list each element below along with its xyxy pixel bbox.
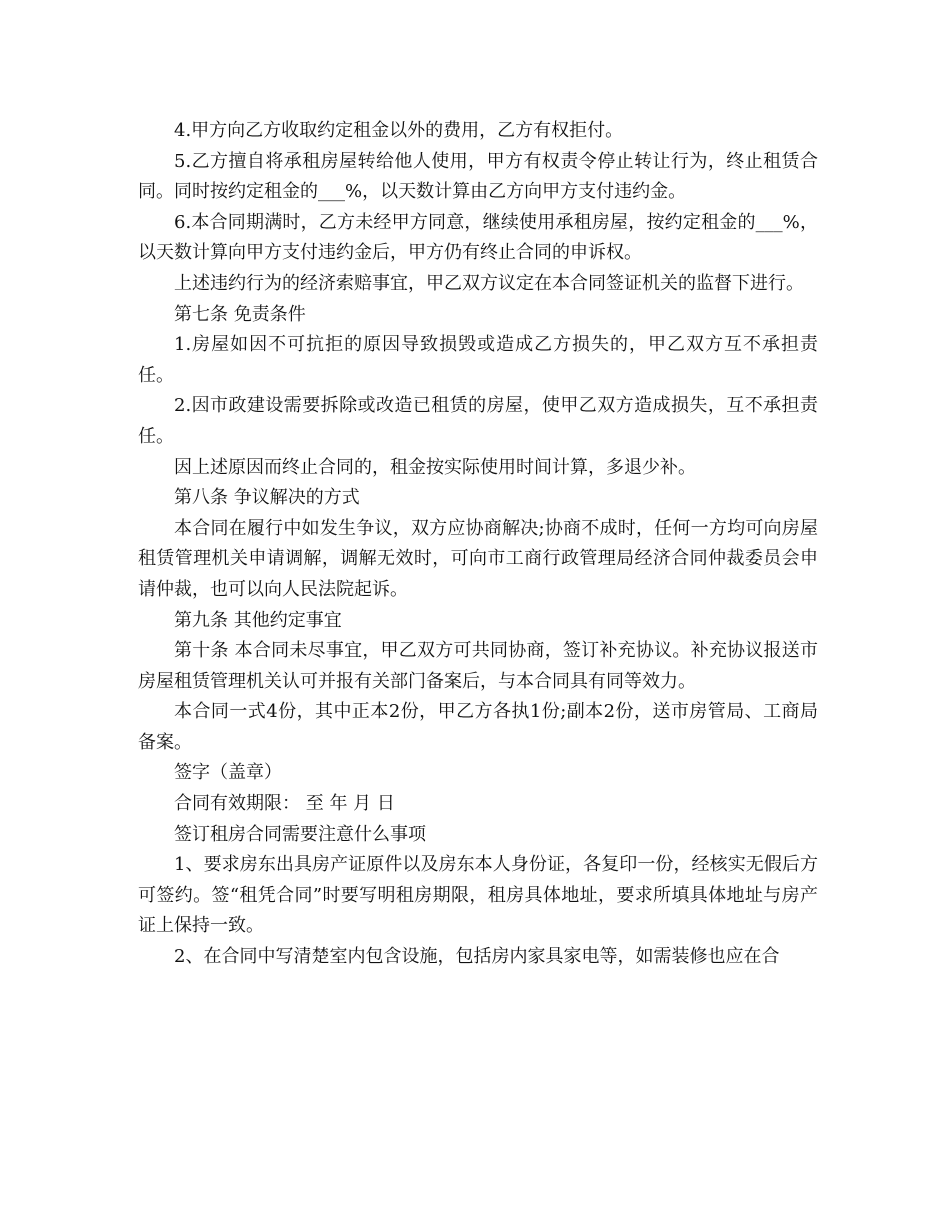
document-body <box>138 116 818 973</box>
paragraph: 上述违约行为的经济索赔事宜，甲乙双方议定在本合同签证机关的监督下进行。 <box>174 272 804 294</box>
section-heading: 第九条 其他约定事宜 <box>174 609 342 631</box>
paragraph: 1、要求房东出具房产证原件以及房东本人身份证，各复印一份，经核实无假后方可签约。签“租凭合同”时要写明租房期限，租房具体地址，要求所填具体地址与房产证上保持一致。 <box>138 854 818 937</box>
paragraph: 本合同在履行中如发生争议，双方应协商解决;协商不成时，任何一方均可向房屋租赁管理机关申请调解，调解无效时，可向市工商行政管理局经济合同仲裁委员会申请仲裁，也可以向人民法院起诉。 <box>138 517 818 600</box>
paragraph: 6.本合同期满时，乙方未经甲方同意，继续使用承租房屋，按约定租金的___%，以天数计算向甲方支付违约金后，甲方仍有终止合同的申诉权。 <box>138 211 818 264</box>
paragraph: 因上述原因而终止合同的，租金按实际使用时间计算，多退少补。 <box>174 456 696 478</box>
section-heading: 签订租房合同需要注意什么事项 <box>174 823 426 845</box>
validity-period-line: 合同有效期限： 至 年 月 日 <box>174 793 395 815</box>
paragraph: 1.房屋如因不可抗拒的原因导致损毁或造成乙方损失的，甲乙双方互不承担责任。 <box>138 334 818 386</box>
paragraph: 2.因市政建设需要拆除或改造已租赁的房屋，使甲乙双方造成损失，互不承担责任。 <box>138 395 818 447</box>
paragraph: 本合同一式4份，其中正本2份，甲乙方各执1份;副本2份，送市房管局、工商局备案。 <box>138 701 818 753</box>
section-heading: 第八条 争议解决的方式 <box>174 487 360 509</box>
paragraph: 5.乙方擅自将承租房屋转给他人使用，甲方有权责令停止转让行为，终止租赁合同。同时按约定租金的___%，以天数计算由乙方向甲方支付违约金。 <box>138 150 818 203</box>
section-heading: 第七条 免责条件 <box>174 303 306 325</box>
signature-line: 签字（盖章） <box>174 762 282 784</box>
paragraph: 第十条 本合同未尽事宜，甲乙双方可共同协商，签订补充协议。补充协议报送市房屋租赁管理机关认可并报有关部门备案后，与本合同具有同等效力。 <box>138 640 818 692</box>
paragraph: 4.甲方向乙方收取约定租金以外的费用，乙方有权拒付。 <box>174 120 624 141</box>
paragraph: 2、在合同中写清楚室内包含设施，包括房内家具家电等，如需装修也应在合 <box>174 946 780 968</box>
